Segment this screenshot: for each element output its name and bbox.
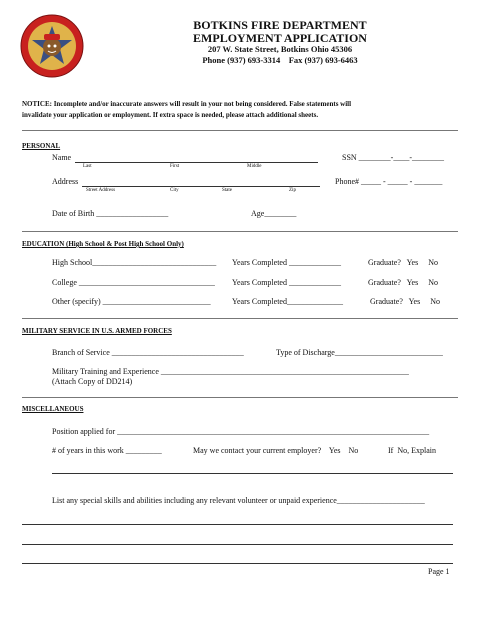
name-sub-last: Last: [83, 164, 92, 169]
notice-line-2: invalidate your application or employment. If extra space is needed, please attach additional sheets.: [22, 111, 319, 119]
name-label: Name: [52, 153, 72, 162]
military-branch-field[interactable]: Branch of Service _________________________________: [52, 348, 244, 357]
years-in-work-field[interactable]: # of years in this work _________: [52, 446, 162, 455]
skills-line-2[interactable]: [22, 544, 453, 545]
military-discharge-field[interactable]: Type of Discharge___________________________: [276, 348, 443, 357]
skills-field[interactable]: List any special skills and abilities including any relevant volunteer or unpaid experience______________________: [52, 496, 425, 505]
skills-line-1[interactable]: [22, 524, 453, 525]
address-label: Address: [52, 177, 79, 186]
military-heading: MILITARY SERVICE IN U.S. ARMED FORCES: [22, 327, 172, 335]
education-other-field[interactable]: Other (specify) ___________________________: [52, 297, 211, 306]
divider: [22, 231, 458, 232]
education-high-school-graduate[interactable]: Graduate? Yes No: [368, 258, 438, 267]
divider: [22, 397, 458, 398]
divider: [22, 318, 458, 319]
name-sub-first: First: [170, 164, 180, 169]
education-heading: EDUCATION (High School & Post High School Only): [22, 240, 184, 248]
position-field[interactable]: Position applied for ______________________________________________________________________________: [52, 427, 430, 436]
name-field[interactable]: [75, 162, 318, 163]
education-college-graduate[interactable]: Graduate? Yes No: [368, 278, 438, 287]
org-name: BOTKINS FIRE DEPARTMENT: [193, 18, 367, 32]
org-phone-fax: Phone (937) 693-3314 Fax (937) 693-6463: [202, 55, 358, 65]
contact-employer-question[interactable]: May we contact your current employer? Yes No: [193, 446, 359, 455]
age-field[interactable]: Age________: [251, 209, 297, 218]
military-attach-note: (Attach Copy of DD214): [52, 377, 133, 386]
address-sub-zip: Zip: [289, 188, 296, 193]
address-sub-state: State: [222, 188, 232, 193]
document-title: EMPLOYMENT APPLICATION: [193, 31, 367, 45]
department-logo: [20, 14, 84, 78]
misc-heading: MISCELLANEOUS: [22, 405, 84, 413]
explain-label: If No, Explain: [388, 446, 436, 455]
page-number: Page 1: [428, 567, 450, 576]
education-high-school-years[interactable]: Years Completed _____________: [232, 258, 341, 267]
education-high-school-field[interactable]: High School_______________________________: [52, 258, 217, 267]
dob-field[interactable]: Date of Birth __________________: [52, 209, 169, 218]
education-other-graduate[interactable]: Graduate? Yes No: [370, 297, 440, 306]
personal-heading: PERSONAL: [22, 142, 61, 150]
org-address: 207 W. State Street, Botkins Ohio 45306: [207, 44, 353, 54]
notice-line-1: NOTICE: Incomplete and/or inaccurate answers will result in your not being considered. False statements will: [22, 100, 352, 108]
fire-department-seal-icon: [20, 14, 84, 78]
education-college-years[interactable]: Years Completed _____________: [232, 278, 341, 287]
address-sub-street: Street Address: [86, 188, 116, 193]
ssn-field[interactable]: SSN ________-____-________: [342, 153, 445, 162]
skills-line-3[interactable]: [22, 563, 453, 564]
name-sub-middle: Middle: [247, 164, 262, 169]
divider: [22, 130, 458, 131]
phone-field[interactable]: Phone# _____ - _____ - _______: [335, 177, 443, 186]
explain-field[interactable]: [52, 473, 453, 474]
education-college-field[interactable]: College __________________________________: [52, 278, 215, 287]
education-other-years[interactable]: Years Completed______________: [232, 297, 343, 306]
address-field[interactable]: [82, 186, 320, 187]
address-sub-city: City: [170, 188, 179, 193]
military-training-field[interactable]: Military Training and Experience ______________________________________________________________: [52, 367, 409, 376]
